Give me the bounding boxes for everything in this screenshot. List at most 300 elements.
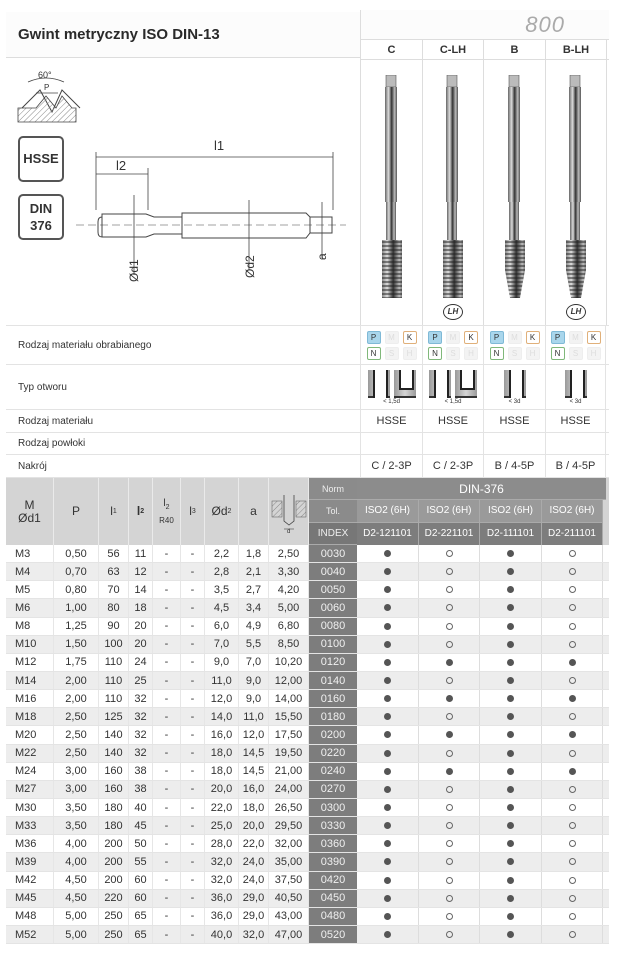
available-dot-icon	[507, 931, 514, 938]
cell-l2: 11	[129, 545, 153, 562]
col-header-a: a	[239, 478, 269, 545]
availability-cell	[542, 726, 603, 743]
cell-l2r: -	[153, 835, 181, 852]
cell-drill: 6,80	[269, 618, 309, 635]
availability-cell	[419, 563, 480, 580]
availability-cell	[542, 581, 603, 598]
cell-d2: 2,2	[205, 545, 239, 562]
available-dot-icon	[507, 731, 514, 738]
col-header-l3: l 3	[181, 478, 205, 545]
on-order-dot-icon	[569, 550, 576, 557]
cell-p: 3,50	[54, 799, 99, 816]
thread-angle-label: 60°	[38, 70, 52, 80]
cell-a: 18,0	[239, 799, 269, 816]
cell-p: 2,00	[54, 690, 99, 707]
tool-material-cell: HSSE	[422, 410, 483, 432]
availability-cell	[480, 763, 542, 780]
index-row	[357, 523, 606, 546]
available-dot-icon	[384, 786, 391, 793]
cell-l2r: -	[153, 672, 181, 689]
availability-cell	[419, 745, 480, 762]
availability-cell	[542, 563, 603, 580]
series-number: 800	[525, 12, 565, 37]
cell-idx: 0080	[309, 618, 357, 635]
through-hole-icon	[504, 370, 526, 398]
title-bar	[6, 12, 360, 58]
on-order-dot-icon	[569, 822, 576, 829]
cell-p: 5,00	[54, 908, 99, 925]
availability-cell	[357, 545, 419, 562]
cell-p: 1,75	[54, 654, 99, 671]
cell-drill: 10,20	[269, 654, 309, 671]
available-dot-icon	[384, 804, 391, 811]
availability-cell	[357, 654, 419, 671]
cell-idx: 0270	[309, 781, 357, 798]
available-dot-icon	[384, 568, 391, 575]
cell-p: 0,80	[54, 581, 99, 598]
cell-l2r: -	[153, 636, 181, 653]
cell-drill: 32,00	[269, 835, 309, 852]
cell-drill: 35,00	[269, 853, 309, 870]
availability-cell	[480, 726, 542, 743]
cell-a: 5,5	[239, 636, 269, 653]
table-row	[6, 763, 609, 781]
cell-l1: 180	[99, 817, 129, 834]
cell-l2r: -	[153, 563, 181, 580]
chamfer-label: Nakrój	[18, 460, 47, 472]
cell-a: 2,1	[239, 563, 269, 580]
cell-l2r: -	[153, 690, 181, 707]
material-badge: HSSE	[18, 136, 64, 182]
cell-drill: 37,50	[269, 872, 309, 889]
material-K-badge: K	[464, 331, 478, 344]
through-hole-icon	[368, 370, 390, 398]
cell-drill: 26,50	[269, 799, 309, 816]
available-dot-icon	[507, 786, 514, 793]
material-H-badge: H	[526, 347, 540, 360]
cell-l1: 200	[99, 872, 129, 889]
material-N-badge: N	[490, 347, 504, 360]
available-dot-icon	[507, 695, 514, 702]
availability-cell	[419, 872, 480, 889]
cell-a: 12,0	[239, 726, 269, 743]
available-dot-icon	[384, 604, 391, 611]
material-H-badge: H	[587, 347, 601, 360]
cell-l2r: -	[153, 545, 181, 562]
cell-m: M39	[6, 853, 54, 870]
tool-material-row	[6, 410, 609, 433]
cell-idx: 0050	[309, 581, 357, 598]
on-order-dot-icon	[446, 895, 453, 902]
cell-drill: 5,00	[269, 599, 309, 616]
availability-cell	[419, 726, 480, 743]
hole-type-row	[6, 365, 609, 410]
coating-label: Rodzaj powłoki	[18, 438, 86, 449]
available-dot-icon	[507, 804, 514, 811]
available-dot-icon	[569, 768, 576, 775]
cell-m: M8	[6, 618, 54, 635]
col-header-l2-r40: $l_2$ R40	[153, 478, 181, 545]
col-header-m: M Ød1	[6, 478, 54, 545]
on-order-dot-icon	[569, 895, 576, 902]
cell-l3: -	[181, 654, 205, 671]
cell-l2: 38	[129, 763, 153, 780]
on-order-dot-icon	[569, 568, 576, 575]
available-dot-icon	[507, 604, 514, 611]
cell-d2: 28,0	[205, 835, 239, 852]
dim-l1-label: l1	[214, 138, 225, 153]
cell-p: 2,50	[54, 708, 99, 725]
table-row	[6, 872, 609, 890]
availability-cell	[480, 872, 542, 889]
available-dot-icon	[507, 877, 514, 884]
cell-l2: 32	[129, 726, 153, 743]
col-header-p: P	[54, 478, 99, 545]
cell-m: M42	[6, 872, 54, 889]
on-order-dot-icon	[569, 586, 576, 593]
on-order-dot-icon	[446, 677, 453, 684]
cell-l2r: -	[153, 853, 181, 870]
tap-photos	[360, 60, 609, 325]
availability-cell	[357, 636, 419, 653]
availability-cell	[542, 618, 603, 635]
on-order-dot-icon	[569, 804, 576, 811]
cell-l2: 20	[129, 618, 153, 635]
table-row	[6, 835, 609, 853]
available-dot-icon	[507, 677, 514, 684]
material-group-cell	[360, 326, 422, 364]
available-dot-icon	[446, 659, 453, 666]
availability-cell	[480, 799, 542, 816]
cell-m: M52	[6, 926, 54, 943]
cell-drill: 3,30	[269, 563, 309, 580]
index-code: D2-221101	[419, 523, 480, 546]
cell-l2: 65	[129, 926, 153, 943]
cell-l1: 80	[99, 599, 129, 616]
tap-image	[564, 75, 588, 300]
cell-a: 29,0	[239, 908, 269, 925]
cell-a: 4,9	[239, 618, 269, 635]
cell-a: 14,5	[239, 745, 269, 762]
available-dot-icon	[507, 586, 514, 593]
cell-l3: -	[181, 926, 205, 943]
table-row	[6, 581, 609, 599]
availability-cell	[542, 835, 603, 852]
availability-cell	[357, 799, 419, 816]
availability-cell	[357, 708, 419, 725]
tolerance-value: ISO2 (6H)	[419, 500, 480, 523]
cell-l3: -	[181, 872, 205, 889]
material-P-badge: P	[490, 331, 504, 344]
cell-l1: 220	[99, 890, 129, 907]
availability-cell	[480, 654, 542, 671]
availability-cell	[480, 618, 542, 635]
cell-l2: 38	[129, 781, 153, 798]
coating-cell	[545, 433, 606, 454]
tolerance-row	[357, 500, 606, 523]
availability-cell	[419, 763, 480, 780]
technical-drawing	[6, 60, 360, 320]
available-dot-icon	[507, 895, 514, 902]
cell-p: 4,00	[54, 835, 99, 852]
on-order-dot-icon	[446, 641, 453, 648]
cell-idx: 0240	[309, 763, 357, 780]
availability-cell	[357, 763, 419, 780]
cell-l3: -	[181, 890, 205, 907]
available-dot-icon	[446, 731, 453, 738]
cell-d2: 2,8	[205, 563, 239, 580]
cell-m: M16	[6, 690, 54, 707]
available-dot-icon	[384, 641, 391, 648]
svg-text:d: d	[286, 528, 290, 533]
cell-l3: -	[181, 563, 205, 580]
photo-column	[546, 60, 607, 325]
cell-l2r: -	[153, 926, 181, 943]
dim-d2-label: Ød2	[243, 255, 257, 278]
cell-drill: 15,50	[269, 708, 309, 725]
availability-cell	[357, 618, 419, 635]
available-dot-icon	[384, 858, 391, 865]
cell-l2: 20	[129, 636, 153, 653]
cell-p: 2,00	[54, 672, 99, 689]
cell-p: 5,00	[54, 926, 99, 943]
cell-l1: 125	[99, 708, 129, 725]
variant-header-block	[357, 478, 606, 545]
availability-cell	[419, 853, 480, 870]
cell-l2: 40	[129, 799, 153, 816]
material-S-badge: S	[446, 347, 460, 360]
cell-l3: -	[181, 799, 205, 816]
available-dot-icon	[507, 858, 514, 865]
index-code: D2-121101	[357, 523, 419, 546]
tool-material-label: Rodzaj materiału	[18, 415, 94, 427]
left-hand-icon: LH	[443, 304, 463, 320]
cell-p: 3,50	[54, 817, 99, 834]
cell-d2: 18,0	[205, 745, 239, 762]
cell-drill: 14,00	[269, 690, 309, 707]
cell-d2: 32,0	[205, 872, 239, 889]
availability-cell	[357, 599, 419, 616]
on-order-dot-icon	[446, 931, 453, 938]
cell-l1: 100	[99, 636, 129, 653]
cell-d2: 32,0	[205, 853, 239, 870]
availability-cell	[542, 853, 603, 870]
available-dot-icon	[507, 623, 514, 630]
cell-idx: 0450	[309, 890, 357, 907]
available-dot-icon	[569, 695, 576, 702]
hole-type-label: Typ otworu	[18, 381, 67, 393]
on-order-dot-icon	[569, 641, 576, 648]
cell-l1: 110	[99, 672, 129, 689]
cell-a: 16,0	[239, 781, 269, 798]
coating-cell	[483, 433, 545, 454]
hole-type-cell	[483, 365, 545, 409]
available-dot-icon	[507, 713, 514, 720]
coating-row	[6, 433, 609, 455]
table-row	[6, 545, 609, 563]
available-dot-icon	[507, 822, 514, 829]
cell-l2r: -	[153, 763, 181, 780]
on-order-dot-icon	[569, 677, 576, 684]
cell-idx: 0520	[309, 926, 357, 943]
cell-l1: 250	[99, 926, 129, 943]
cell-a: 11,0	[239, 708, 269, 725]
available-dot-icon	[507, 768, 514, 775]
availability-cell	[480, 581, 542, 598]
cell-l2: 32	[129, 708, 153, 725]
cell-d2: 9,0	[205, 654, 239, 671]
available-dot-icon	[384, 659, 391, 666]
availability-cell	[542, 690, 603, 707]
cell-drill: 21,00	[269, 763, 309, 780]
standard-badge	[18, 194, 64, 240]
cell-m: M10	[6, 636, 54, 653]
cell-m: M3	[6, 545, 54, 562]
table-body	[6, 545, 609, 944]
hole-type-cell	[422, 365, 483, 409]
cell-l1: 70	[99, 581, 129, 598]
cell-l2r: -	[153, 872, 181, 889]
availability-cell	[357, 853, 419, 870]
available-dot-icon	[384, 822, 391, 829]
cell-l3: -	[181, 726, 205, 743]
table-row	[6, 563, 609, 581]
cell-idx: 0100	[309, 636, 357, 653]
material-group-label: Rodzaj materiału obrabianego	[18, 339, 152, 351]
page-title: Gwint metryczny ISO DIN-13	[18, 26, 220, 43]
available-dot-icon	[384, 913, 391, 920]
availability-cell	[419, 618, 480, 635]
through-hole-icon	[565, 370, 587, 398]
cell-l1: 180	[99, 799, 129, 816]
cell-d2: 16,0	[205, 726, 239, 743]
cell-l3: -	[181, 763, 205, 780]
material-P-badge: P	[367, 331, 381, 344]
on-order-dot-icon	[569, 604, 576, 611]
material-S-badge: S	[385, 347, 399, 360]
on-order-dot-icon	[569, 877, 576, 884]
cell-m: M6	[6, 599, 54, 616]
availability-cell	[542, 908, 603, 925]
availability-cell	[480, 781, 542, 798]
cell-a: 9,0	[239, 672, 269, 689]
cell-d2: 4,5	[205, 599, 239, 616]
cell-a: 29,0	[239, 890, 269, 907]
cell-idx: 0160	[309, 690, 357, 707]
drill-hole-icon	[270, 491, 308, 533]
cell-m: M48	[6, 908, 54, 925]
cell-l3: -	[181, 581, 205, 598]
availability-cell	[480, 563, 542, 580]
tol-label: Tol.	[309, 500, 357, 522]
cell-m: M12	[6, 654, 54, 671]
on-order-dot-icon	[446, 877, 453, 884]
on-order-dot-icon	[446, 713, 453, 720]
on-order-dot-icon	[569, 858, 576, 865]
availability-cell	[480, 545, 542, 562]
standard-badge-line2: 376	[30, 218, 52, 233]
material-K-badge: K	[526, 331, 540, 344]
availability-cell	[357, 890, 419, 907]
availability-cell	[480, 708, 542, 725]
variant-header: B-LH	[546, 40, 607, 59]
cell-l2r: -	[153, 817, 181, 834]
cell-drill: 2,50	[269, 545, 309, 562]
cell-m: M4	[6, 563, 54, 580]
material-M-badge: M	[385, 331, 399, 344]
cell-l1: 63	[99, 563, 129, 580]
norm-label: Norm	[309, 478, 357, 500]
availability-cell	[542, 708, 603, 725]
col-header-l1: l 1	[99, 478, 129, 545]
material-N-badge: N	[551, 347, 565, 360]
cell-l3: -	[181, 835, 205, 852]
cell-l1: 90	[99, 618, 129, 635]
cell-l1: 56	[99, 545, 129, 562]
tap-outline	[76, 213, 346, 238]
cell-a: 24,0	[239, 872, 269, 889]
on-order-dot-icon	[446, 550, 453, 557]
tool-material-cell: HSSE	[545, 410, 606, 432]
material-group-row	[6, 325, 609, 365]
dim-l2-label: l2	[116, 158, 127, 173]
cell-l3: -	[181, 690, 205, 707]
cell-m: M36	[6, 835, 54, 852]
chamfer-row	[6, 455, 609, 478]
cell-l2: 32	[129, 745, 153, 762]
available-dot-icon	[384, 840, 391, 847]
material-S-badge: S	[569, 347, 583, 360]
availability-cell	[357, 781, 419, 798]
cell-drill: 8,50	[269, 636, 309, 653]
availability-cell	[480, 599, 542, 616]
hole-depth-label: < 1,5d	[383, 398, 400, 405]
cell-l3: -	[181, 745, 205, 762]
table-row	[6, 654, 609, 672]
availability-cell	[542, 654, 603, 671]
cell-l2: 14	[129, 581, 153, 598]
cell-p: 0,70	[54, 563, 99, 580]
availability-cell	[542, 599, 603, 616]
cell-drill: 4,20	[269, 581, 309, 598]
availability-cell	[480, 926, 542, 943]
cell-l2: 50	[129, 835, 153, 852]
cell-l2r: -	[153, 745, 181, 762]
variant-column-headers	[360, 40, 609, 60]
table-row	[6, 853, 609, 871]
cell-l3: -	[181, 545, 205, 562]
availability-cell	[419, 599, 480, 616]
table-row	[6, 599, 609, 617]
standard-badge-line1: DIN	[29, 201, 53, 216]
tool-material-cell: HSSE	[483, 410, 545, 432]
cell-l3: -	[181, 618, 205, 635]
cell-drill: 47,00	[269, 926, 309, 943]
available-dot-icon	[507, 568, 514, 575]
cell-p: 1,25	[54, 618, 99, 635]
cell-drill: 24,00	[269, 781, 309, 798]
availability-cell	[480, 908, 542, 925]
cell-l2r: -	[153, 581, 181, 598]
cell-l3: -	[181, 908, 205, 925]
availability-cell	[419, 545, 480, 562]
availability-cell	[357, 581, 419, 598]
tap-image	[441, 75, 465, 300]
table-header	[6, 478, 609, 545]
available-dot-icon	[569, 659, 576, 666]
cell-drill: 29,50	[269, 817, 309, 834]
cell-p: 0,50	[54, 545, 99, 562]
